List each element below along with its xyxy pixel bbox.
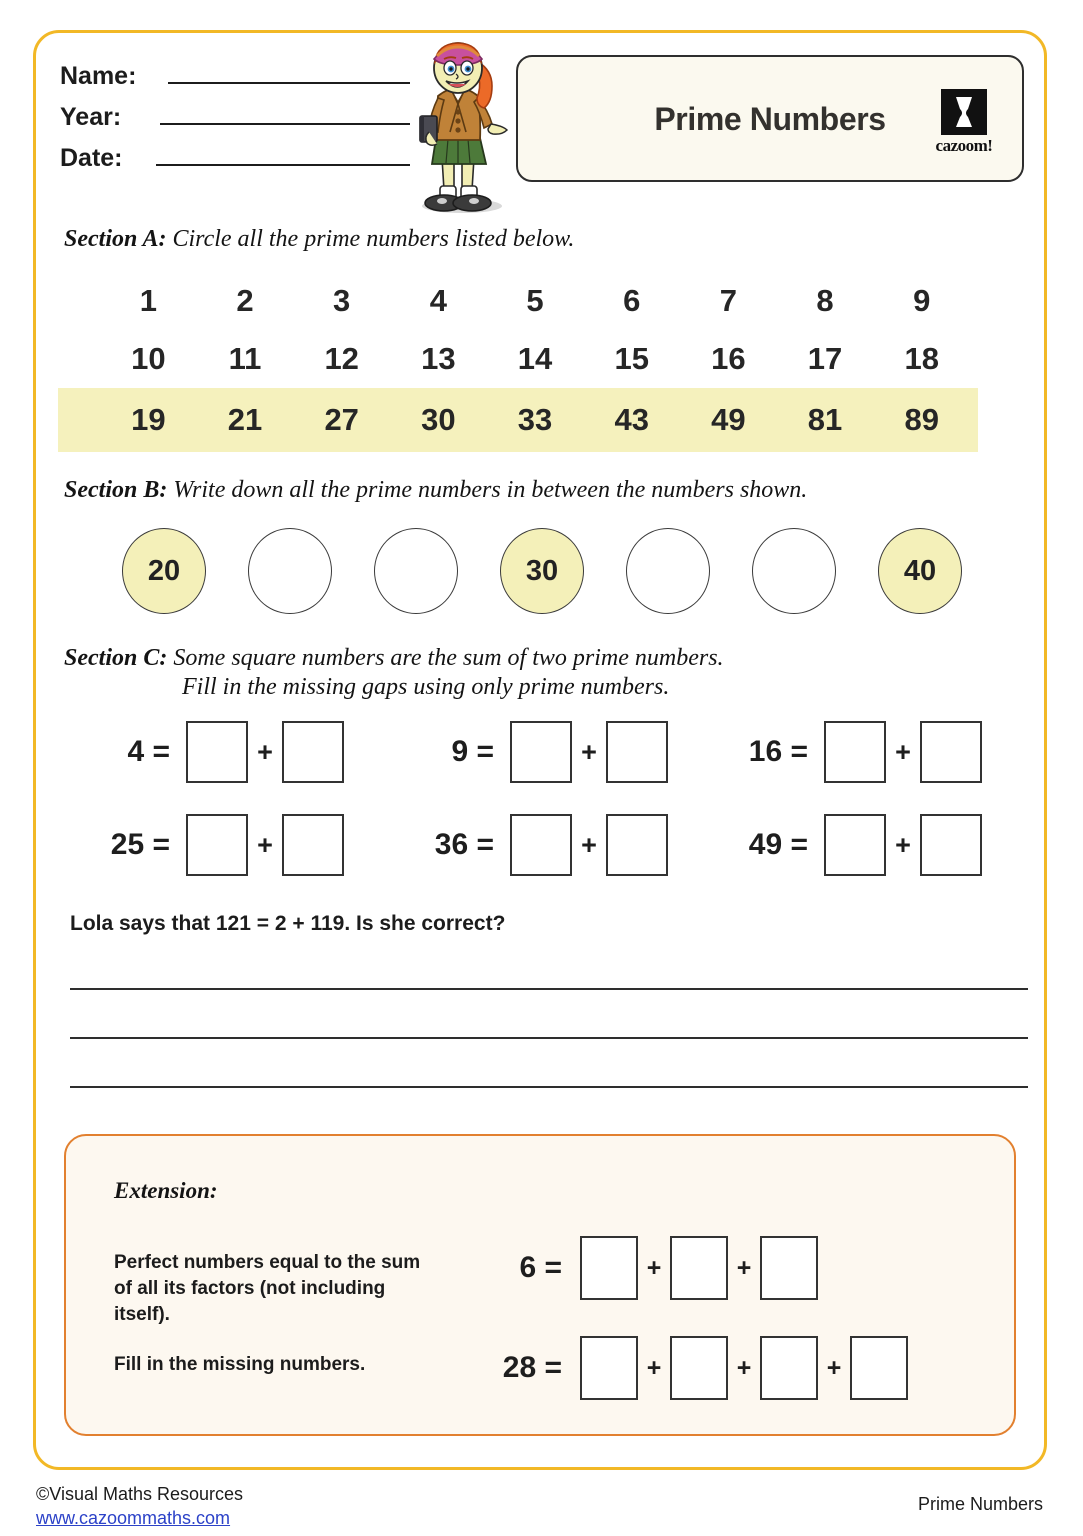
extension-equation <box>466 1318 986 1418</box>
number-cell[interactable]: 10 <box>131 341 166 376</box>
number-cell[interactable]: 16 <box>711 341 746 376</box>
equation-lhs: 9 = <box>451 735 494 768</box>
equation <box>92 716 422 788</box>
number-cell[interactable]: 7 <box>719 283 737 318</box>
answer-box[interactable] <box>282 814 344 876</box>
date-label: Date: <box>60 144 123 172</box>
number-cell[interactable]: 18 <box>904 341 939 376</box>
equation <box>422 716 732 788</box>
number-cell[interactable]: 9 <box>913 283 931 318</box>
number-cell[interactable]: 4 <box>429 283 447 318</box>
copyright-text: ©Visual Maths Resources <box>36 1484 244 1504</box>
plus-sign: + <box>646 1353 662 1382</box>
answer-box[interactable] <box>824 814 886 876</box>
section-a-label: Section A: <box>64 226 167 252</box>
student-info-block <box>60 60 410 183</box>
number-cell[interactable]: 27 <box>324 402 359 437</box>
plus-sign: + <box>581 829 597 860</box>
number-cell[interactable]: 6 <box>623 283 641 318</box>
plus-sign: + <box>895 829 911 860</box>
answer-box[interactable] <box>186 814 248 876</box>
number-bubble-filled: 30 <box>500 528 584 614</box>
number-cell[interactable]: 21 <box>227 402 263 437</box>
number-cell[interactable]: 5 <box>526 283 544 318</box>
equation <box>422 809 732 881</box>
number-cell[interactable]: 14 <box>517 341 553 376</box>
plus-sign: + <box>257 829 273 860</box>
number-cell[interactable]: 15 <box>614 341 649 376</box>
answer-box[interactable] <box>186 721 248 783</box>
answer-box[interactable] <box>510 814 572 876</box>
number-cell[interactable]: 12 <box>324 341 359 376</box>
extension-box <box>64 1134 1016 1436</box>
section-c-instruction-line2: Fill in the missing gaps using only prime numbers. <box>182 674 670 700</box>
number-bubble-empty[interactable] <box>248 528 332 614</box>
equation-lhs: 36 = <box>434 828 494 861</box>
date-field-row <box>60 142 410 183</box>
equation-row <box>92 716 1022 809</box>
footer-credits <box>36 1482 243 1530</box>
section-c-label: Section C: <box>64 645 168 671</box>
number-bubble-filled: 40 <box>878 528 962 614</box>
equation-lhs: 4 = <box>127 735 170 768</box>
worksheet-title-box <box>516 55 1024 182</box>
cazoom-logo-text: cazoom! <box>935 136 993 155</box>
answer-box[interactable] <box>282 721 344 783</box>
equation-lhs: 25 = <box>110 828 170 861</box>
equation-lhs: 6 = <box>519 1251 562 1284</box>
answer-box[interactable] <box>606 814 668 876</box>
number-cell[interactable]: 8 <box>816 283 834 318</box>
answer-box[interactable] <box>760 1336 818 1400</box>
number-cell[interactable]: 17 <box>807 341 843 376</box>
answer-box[interactable] <box>580 1336 638 1400</box>
extension-equation <box>466 1218 986 1318</box>
page-title: Prime Numbers <box>654 101 886 137</box>
equation-lhs: 16 = <box>748 735 808 768</box>
answer-box[interactable] <box>824 721 886 783</box>
number-cell[interactable]: 33 <box>517 402 553 437</box>
number-cell[interactable]: 81 <box>807 402 843 437</box>
section-c-equations <box>92 716 1022 902</box>
number-bubble-empty[interactable] <box>374 528 458 614</box>
number-row-highlighted <box>58 388 978 452</box>
equation <box>732 809 982 881</box>
answer-line[interactable] <box>70 988 1028 990</box>
equation-row <box>92 809 1022 902</box>
cazoom-logo-mark-icon <box>941 89 987 135</box>
number-cell[interactable]: 3 <box>333 283 351 318</box>
answer-box[interactable] <box>850 1336 908 1400</box>
number-cell[interactable]: 89 <box>904 402 939 437</box>
plus-sign: + <box>736 1253 752 1282</box>
answer-line[interactable] <box>70 1037 1028 1039</box>
equation-lhs: 49 = <box>748 828 808 861</box>
section-b-instruction: Write down all the prime numbers in between the numbers shown. <box>167 477 808 503</box>
answer-box[interactable] <box>920 721 982 783</box>
number-row <box>100 272 970 330</box>
plus-sign: + <box>895 736 911 767</box>
number-bubble-empty[interactable] <box>626 528 710 614</box>
extension-equations <box>466 1218 986 1418</box>
number-cell[interactable]: 49 <box>711 402 746 437</box>
answer-box[interactable] <box>670 1236 728 1300</box>
number-cell[interactable]: 2 <box>236 283 254 318</box>
website-link[interactable]: www.cazoommaths.com <box>36 1508 231 1528</box>
cazoom-logo <box>928 89 1000 159</box>
name-label: Name: <box>60 62 137 90</box>
number-cell[interactable]: 11 <box>228 341 262 376</box>
plus-sign: + <box>826 1353 842 1382</box>
section-c-instruction: Some square numbers are the sum of two prime numbers. <box>167 645 724 671</box>
plus-sign: + <box>736 1353 752 1382</box>
equation <box>732 716 982 788</box>
plus-sign: + <box>257 736 273 767</box>
number-bubble-filled: 20 <box>122 528 206 614</box>
answer-box[interactable] <box>510 721 572 783</box>
extension-prompt: Fill in the missing numbers. <box>114 1354 366 1375</box>
name-field-row <box>60 60 410 101</box>
number-cell[interactable]: 1 <box>139 283 157 318</box>
name-input-line[interactable] <box>168 60 410 84</box>
section-a-instruction: Circle all the prime numbers listed below. <box>166 226 575 252</box>
lola-question-text: Lola says that 121 = 2 + 119. Is she correct? <box>70 912 506 935</box>
number-row <box>100 330 970 388</box>
footer-worksheet-name: Prime Numbers <box>917 1494 1043 1514</box>
answer-line[interactable] <box>70 1086 1028 1088</box>
plus-sign: + <box>646 1253 662 1282</box>
extension-title: Extension: <box>114 1178 218 1203</box>
answer-box[interactable] <box>760 1236 818 1300</box>
section-c-heading <box>64 645 724 701</box>
date-input-line[interactable] <box>156 142 410 166</box>
year-input-line[interactable] <box>160 101 410 125</box>
number-cell[interactable]: 43 <box>614 402 649 437</box>
section-a-number-grid <box>100 272 970 452</box>
number-cell[interactable]: 19 <box>131 402 166 437</box>
equation <box>92 809 422 881</box>
schoolgirl-mascot-icon <box>396 40 518 215</box>
answer-box[interactable] <box>606 721 668 783</box>
answer-box[interactable] <box>580 1236 638 1300</box>
year-field-row <box>60 101 410 142</box>
year-label: Year: <box>60 103 122 131</box>
number-cell[interactable]: 13 <box>421 341 456 376</box>
plus-sign: + <box>581 736 597 767</box>
number-cell[interactable]: 30 <box>421 402 456 437</box>
answer-box[interactable] <box>670 1336 728 1400</box>
section-b-heading <box>64 477 807 504</box>
answer-box[interactable] <box>920 814 982 876</box>
section-b-label: Section B: <box>64 477 168 503</box>
section-a-heading <box>64 226 574 253</box>
equation-lhs: 28 = <box>502 1351 562 1384</box>
extension-description: Perfect numbers equal to the sum of all its factors (not including itself). <box>114 1252 421 1325</box>
number-bubble-empty[interactable] <box>752 528 836 614</box>
section-b-bubble-row <box>122 528 962 614</box>
